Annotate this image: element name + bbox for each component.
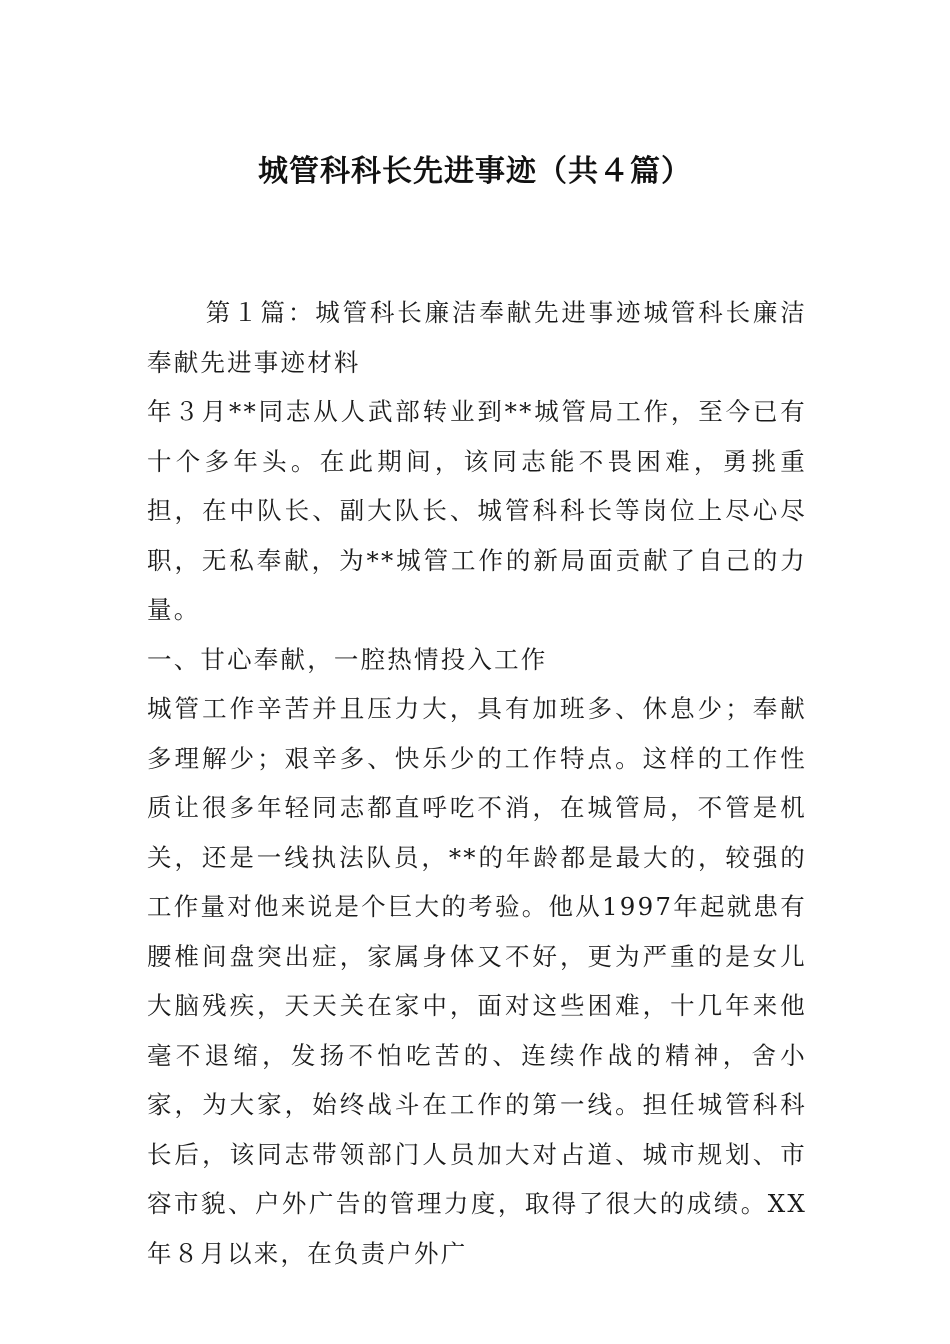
document-title: 城管科科长先进事迹（共４篇） [258,154,692,189]
intro-paragraph: 年３月**同志从人武部转业到**城管局工作，至今已有十个多年头。在此期间，该同志能不畏困难，勇挑重担，在中队长、副大队长、城管科科长等岗位上尽心尽职，无私奉献，为**城管工作的新局面贡献了自己的力量。 [147,397,807,624]
chapter-heading: 第１篇：城管科长廉洁奉献先进事迹城管科长廉洁奉献先进事迹材料 [147,298,807,377]
body-paragraph: 城管工作辛苦并且压力大，具有加班多、休息少；奉献多理解少；艰辛多、快乐少的工作特点。这样的工作性质让很多年轻同志都直呼吃不消，在城管局，不管是机关，还是一线执法队员，**的年龄都是最大的，较强的工作量对他来说是个巨大的考验。他从1997年起就患有腰椎间盘突出症，家属身体又不好，更为严重的是女儿大脑残疾，天天关在家中，面对这些困难，十几年来他毫不退缩，发扬不怕吃苦的、连续作战的精神，舍小家，为大家，始终战斗在工作的第一线。担任城管科科长后，该同志带领部门人员加大对占道、城市规划、市容市貌、户外广告的管理力度，取得了很大的成绩。XX年８月以来，在负责户外广 [147,694,807,1268]
section-heading: 一、甘心奉献，一腔热情投入工作 [147,644,548,674]
document-body [147,288,807,1278]
